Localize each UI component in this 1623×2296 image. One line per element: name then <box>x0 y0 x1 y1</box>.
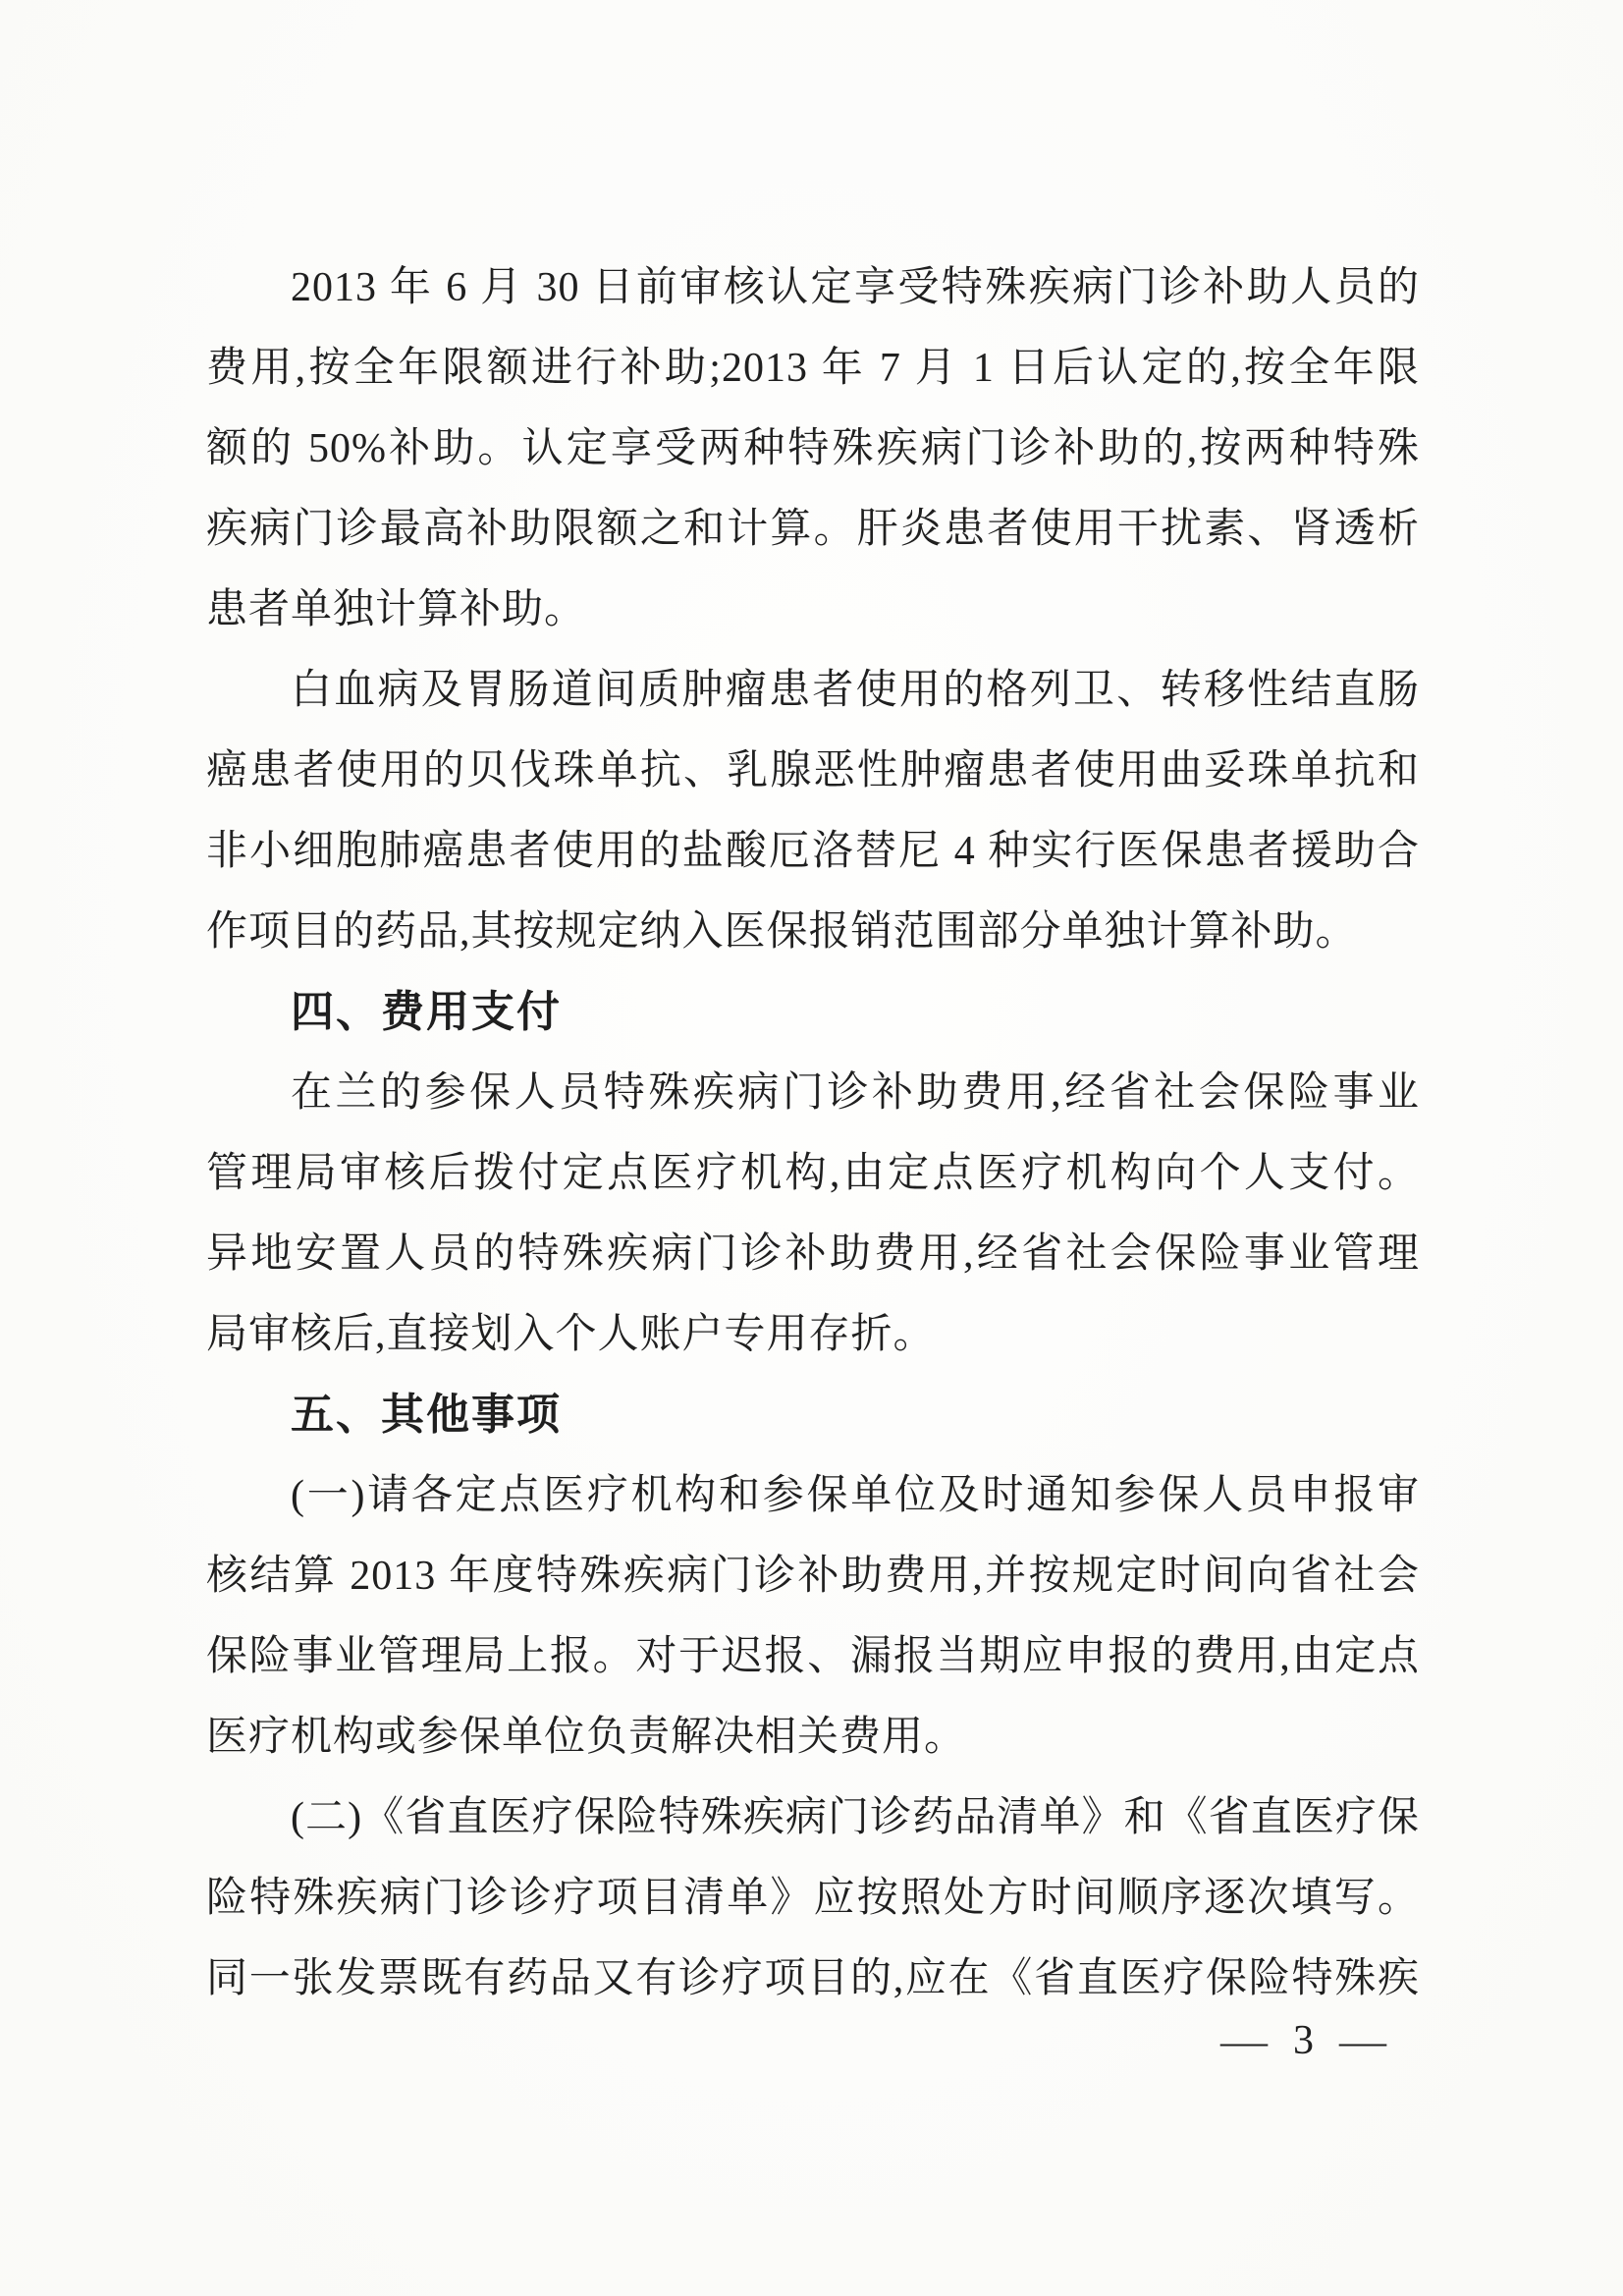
text-line: 2013 年 6 月 30 日前审核认定享受特殊疾病门诊补助人员的 <box>291 265 1420 310</box>
section-heading: 四、费用支付 <box>291 988 562 1036</box>
text-line: 局审核后,直接划入个人账户专用存折。 <box>206 1312 936 1357</box>
text-line: 核结算 2013 年度特殊疾病门诊补助费用,并按规定时间向省社会 <box>206 1554 1420 1599</box>
text-line: 疾病门诊最高补助限额之和计算。肝炎患者使用干扰素、肾透析 <box>206 507 1420 552</box>
text-line: 费用,按全年限额进行补助;2013 年 7 月 1 日后认定的,按全年限 <box>206 346 1420 391</box>
footer-dash-right: — <box>1339 2018 1386 2063</box>
text-line: 额的 50%补助。认定享受两种特殊疾病门诊补助的,按两种特殊 <box>206 426 1420 471</box>
text-line: 在兰的参保人员特殊疾病门诊补助费用,经省社会保险事业 <box>291 1070 1420 1116</box>
text-line: 同一张发票既有药品又有诊疗项目的,应在《省直医疗保险特殊疾 <box>206 1956 1420 2001</box>
text-line: 癌患者使用的贝伐珠单抗、乳腺恶性肿瘤患者使用曲妥珠单抗和 <box>206 748 1420 793</box>
text-line: 异地安置人员的特殊疾病门诊补助费用,经省社会保险事业管理 <box>206 1231 1420 1277</box>
text-line: 医疗机构或参保单位负责解决相关费用。 <box>206 1715 967 1760</box>
text-line: 保险事业管理局上报。对于迟报、漏报当期应申报的费用,由定点 <box>206 1634 1420 1679</box>
footer-dash-left: — <box>1220 2018 1268 2063</box>
text-line: 患者单独计算补助。 <box>206 587 587 632</box>
text-line: (二)《省直医疗保险特殊疾病门诊药品清单》和《省直医疗保 <box>291 1795 1420 1840</box>
text-line: 险特殊疾病门诊诊疗项目清单》应按照处方时间顺序逐次填写。 <box>206 1876 1420 1921</box>
text-line: (一)请各定点医疗机构和参保单位及时通知参保人员申报审 <box>291 1473 1420 1518</box>
page-number: 3 <box>1293 2018 1314 2063</box>
page-footer <box>1220 2015 1386 2066</box>
text-line: 白血病及胃肠道间质肿瘤患者使用的格列卫、转移性结直肠 <box>291 668 1420 713</box>
section-heading: 五、其他事项 <box>291 1391 562 1439</box>
document-body <box>206 247 1420 2019</box>
text-line: 管理局审核后拨付定点医疗机构,由定点医疗机构向个人支付。 <box>206 1151 1420 1196</box>
text-line: 非小细胞肺癌患者使用的盐酸厄洛替尼 4 种实行医保患者援助合 <box>206 829 1420 874</box>
text-line: 作项目的药品,其按规定纳入医保报销范围部分单独计算补助。 <box>206 909 1358 955</box>
